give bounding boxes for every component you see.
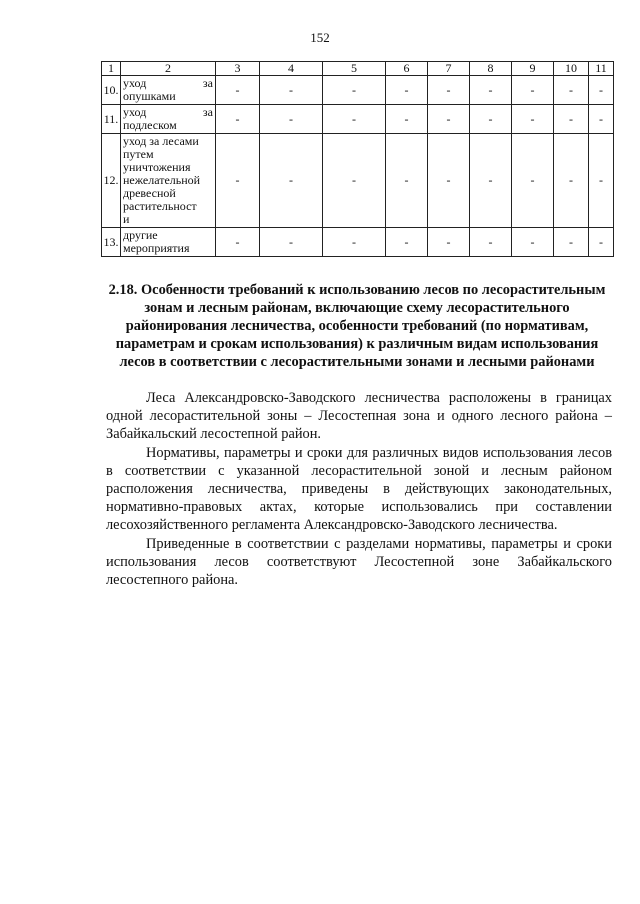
value-cell: - xyxy=(386,134,428,228)
paragraph: Приведенные в соответствии с разделами нормативы, параметры и сроки использования лесов соответствуют Лесостепной зоне Забайкальского лесостепного района. xyxy=(106,535,612,589)
section-heading: 2.18. Особенности требований к использованию лесов по лесорастительным зонам и лесным районам, включающие схему лесорастительного районирования лесничества, особенности требований (по нормативам, параметрам и срокам использования) к различным видам использования лесов в соответствии с лесорастительными зонами и лесными районами xyxy=(108,282,606,370)
measure-name-line xyxy=(123,90,213,103)
value-cell: - xyxy=(323,228,386,257)
value-cell: - xyxy=(470,105,512,134)
value-cell: - xyxy=(260,228,323,257)
measure-name xyxy=(121,105,216,134)
header-cell: 11 xyxy=(589,62,614,76)
header-cell: 3 xyxy=(216,62,260,76)
measure-name-word: уход за лесами xyxy=(123,134,199,148)
value-cell: - xyxy=(386,105,428,134)
value-cell: - xyxy=(428,76,470,105)
measure-name-line xyxy=(123,242,213,255)
value-cell: - xyxy=(512,228,554,257)
value-cell: - xyxy=(216,134,260,228)
paragraph: Нормативы, параметры и сроки для различных видов использования лесов в соответствии с указанной лесорастительной зоной и лесным районом расположения лесничества, приведены в действующих законодательных, нормативно-правовых актах, которые использовались при составлении лесохозяйственного регламента Александровско-Заводского лесничества. xyxy=(106,444,612,534)
value-cell: - xyxy=(554,76,589,105)
measure-name-word: подлеском xyxy=(123,118,177,132)
value-cell: - xyxy=(512,105,554,134)
table-header-row xyxy=(102,62,614,76)
table-row xyxy=(102,228,614,257)
measure-name-word: растительност xyxy=(123,199,197,213)
measure-name-word: нежелательной xyxy=(123,173,201,187)
value-cell: - xyxy=(260,76,323,105)
value-cell: - xyxy=(216,228,260,257)
value-cell: - xyxy=(386,228,428,257)
value-cell: - xyxy=(554,134,589,228)
value-cell: - xyxy=(386,76,428,105)
measure-name xyxy=(121,228,216,257)
value-cell: - xyxy=(216,76,260,105)
value-cell: - xyxy=(428,228,470,257)
value-cell: - xyxy=(589,228,614,257)
value-cell: - xyxy=(260,134,323,228)
header-cell: 2 xyxy=(121,62,216,76)
measure-name-word: другие xyxy=(123,228,158,242)
value-cell: - xyxy=(260,105,323,134)
header-cell: 4 xyxy=(260,62,323,76)
table-row xyxy=(102,76,614,105)
paragraph: Леса Александровско-Заводского лесничества расположены в границах одной лесорастительной зоны – Лесостепная зона и одного лесного района – Забайкальский лесостепной район. xyxy=(106,390,612,443)
measure-name-line xyxy=(123,200,213,213)
table-row xyxy=(102,105,614,134)
measure-name-word: путем xyxy=(123,147,154,161)
value-cell: - xyxy=(589,134,614,228)
value-cell: - xyxy=(512,76,554,105)
row-number: 11. xyxy=(102,105,121,134)
value-cell: - xyxy=(428,134,470,228)
header-cell: 6 xyxy=(386,62,428,76)
header-cell: 7 xyxy=(428,62,470,76)
value-cell: - xyxy=(589,105,614,134)
header-cell: 1 xyxy=(102,62,121,76)
header-cell: 9 xyxy=(512,62,554,76)
section-body xyxy=(106,389,612,589)
value-cell: - xyxy=(428,105,470,134)
row-number: 13. xyxy=(102,228,121,257)
header-cell: 10 xyxy=(554,62,589,76)
measure-name-word: уход xyxy=(123,76,147,90)
measure-name-word: за xyxy=(202,76,213,90)
value-cell: - xyxy=(216,105,260,134)
measure-name xyxy=(121,76,216,105)
value-cell: - xyxy=(554,105,589,134)
measure-name-word: и xyxy=(123,212,130,226)
header-cell: 5 xyxy=(323,62,386,76)
value-cell: - xyxy=(589,76,614,105)
forest-measures-table xyxy=(101,61,614,257)
row-number: 12. xyxy=(102,134,121,228)
measure-name-word: мероприятия xyxy=(123,241,190,255)
table-row xyxy=(102,134,614,228)
value-cell: - xyxy=(323,105,386,134)
value-cell: - xyxy=(470,76,512,105)
measure-name xyxy=(121,134,216,228)
value-cell: - xyxy=(512,134,554,228)
measure-name-word: древесной xyxy=(123,186,176,200)
row-number: 10. xyxy=(102,76,121,105)
header-cell: 8 xyxy=(470,62,512,76)
measure-name-line xyxy=(123,119,213,132)
value-cell: - xyxy=(470,228,512,257)
measure-name-word: уход xyxy=(123,105,147,119)
value-cell: - xyxy=(470,134,512,228)
value-cell: - xyxy=(554,228,589,257)
measure-name-word: опушками xyxy=(123,89,176,103)
measure-name-word: за xyxy=(202,105,213,119)
value-cell: - xyxy=(323,134,386,228)
page-number: 152 xyxy=(310,30,330,45)
measure-name-word: уничтожения xyxy=(123,160,191,174)
value-cell: - xyxy=(323,76,386,105)
measure-name-line xyxy=(123,213,213,226)
